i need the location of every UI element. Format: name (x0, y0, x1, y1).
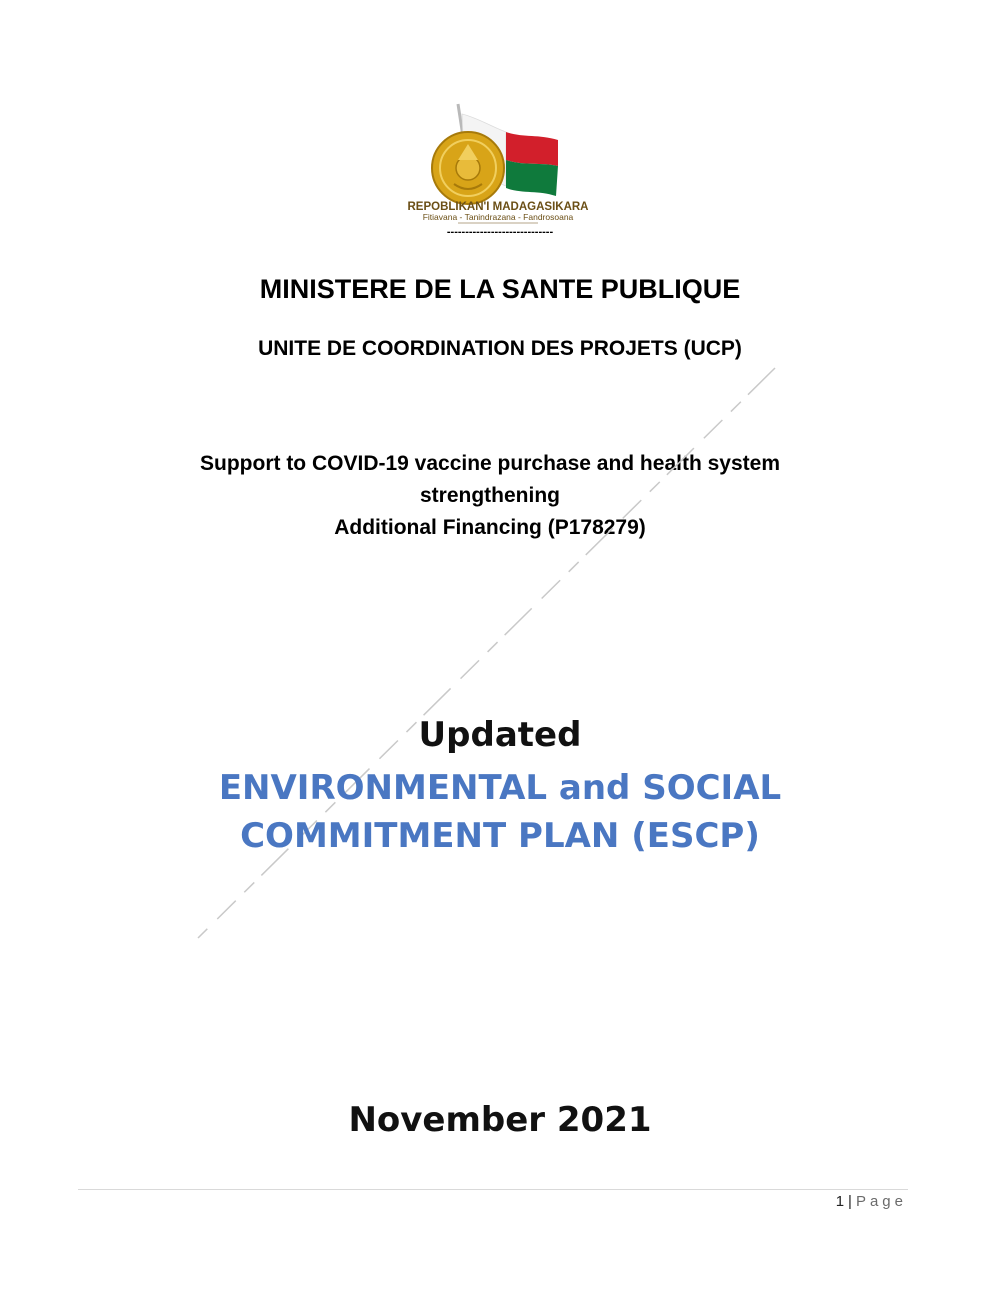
project-title-line-2: strengthening (420, 484, 560, 507)
project-title-line-1: Support to COVID-19 vaccine purchase and health system (200, 452, 780, 475)
document-title (0, 764, 1000, 860)
header-separator: ----------------------------- (446, 226, 554, 238)
page-label: Page (855, 1193, 907, 1210)
document-title-updated: Updated (418, 715, 582, 755)
footer-separator: | (848, 1193, 852, 1210)
document-title-line-2: COMMITMENT PLAN (ESCP) (240, 816, 760, 856)
ministry-heading: MINISTERE DE LA SANTE PUBLIQUE (259, 274, 741, 304)
document-title-line-1: ENVIRONMENTAL and SOCIAL (218, 768, 782, 808)
footer-divider (78, 1189, 908, 1190)
emblem-motto-text: Fitiavana - Tanindrazana - Fandrosoana (422, 212, 574, 222)
unit-heading: UNITE DE COORDINATION DES PROJETS (UCP) (258, 337, 742, 360)
emblem-name-text: REPOBLIKAN'I MADAGASIKARA (407, 201, 589, 213)
page-number: 1 (835, 1193, 845, 1210)
project-title-line-3: Additional Financing (P178279) (334, 516, 646, 539)
republic-emblem (378, 100, 618, 225)
project-title (100, 448, 880, 544)
document-date: November 2021 (348, 1100, 652, 1140)
page-footer (836, 1193, 907, 1210)
madagascar-emblem-icon (378, 100, 618, 225)
